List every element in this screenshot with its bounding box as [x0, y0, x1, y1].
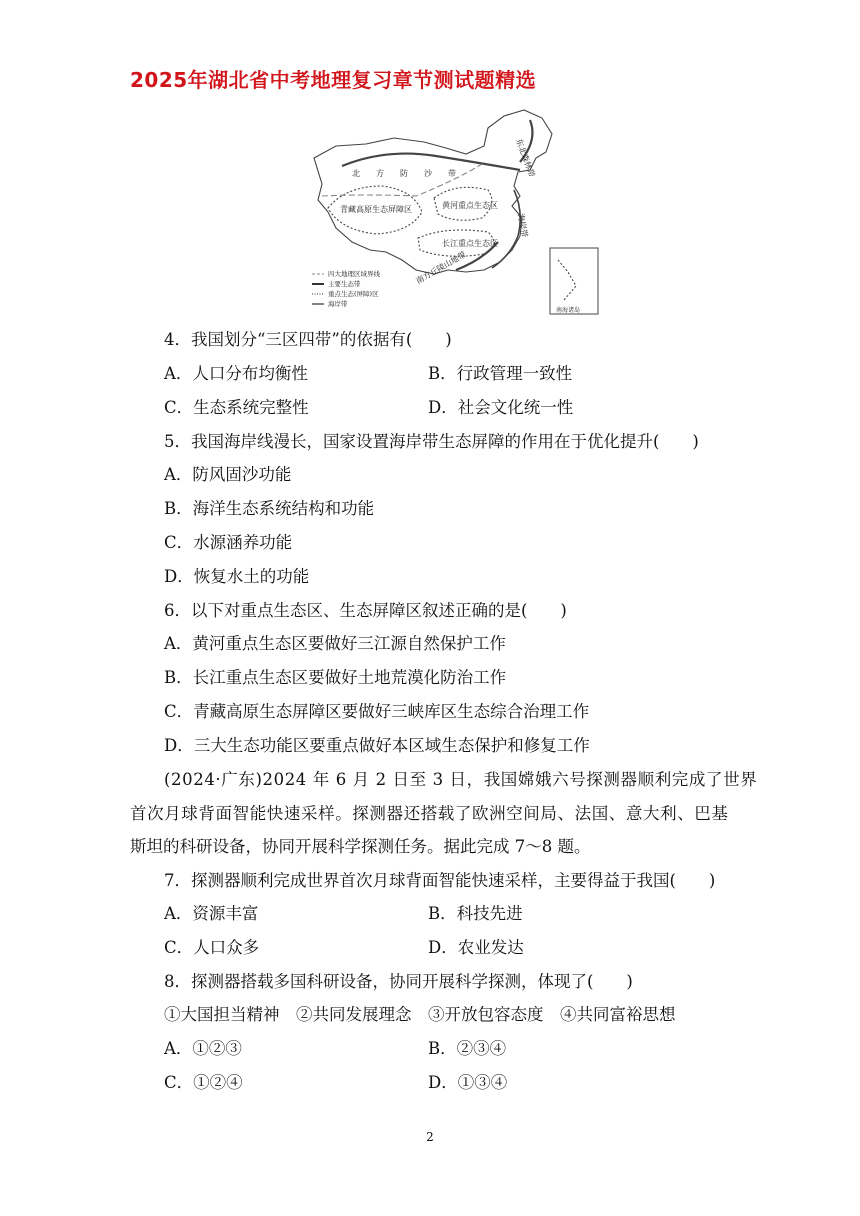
question-7-stem: 7．探测器顺利完成世界首次月球背面智能快速采样，主要得益于我国( )	[164, 871, 716, 890]
passage-line-2: 首次月球背面智能快速采样。探测器还搭载了欧洲空间局、法国、意大利、巴基	[130, 804, 729, 823]
question-6-option-d[interactable]: D．三大生态功能区要重点做好本区域生态保护和修复工作	[164, 736, 590, 755]
china-ecology-map	[306, 100, 602, 320]
page-number: 2	[426, 1130, 434, 1144]
question-5-stem: 5．我国海岸线漫长，国家设置海岸带生态屏障的作用在于优化提升( )	[164, 432, 699, 451]
map-label-haian: 海岸带	[516, 212, 530, 238]
map-label-northeast: 东北森林带	[514, 137, 537, 179]
map-legend	[312, 269, 381, 308]
question-6-stem: 6．以下对重点生态区、生态屏障区叙述正确的是( )	[164, 601, 567, 620]
question-6-option-b[interactable]: B．长江重点生态区要做好土地荒漠化防治工作	[164, 668, 507, 687]
map-label-north: 北 方 防 沙 带	[352, 169, 456, 178]
question-8-option-d[interactable]: D．①③④	[428, 1073, 508, 1092]
question-8-option-b[interactable]: B．②③④	[428, 1039, 507, 1058]
question-4-option-c[interactable]: C．生态系统完整性	[164, 398, 309, 417]
question-5-option-a[interactable]: A．防风固沙功能	[164, 465, 292, 484]
question-5-option-d[interactable]: D．恢复水土的功能	[164, 567, 310, 586]
question-8-stem: 8．探测器搭载多国科研设备，协同开展科学探测，体现了( )	[164, 972, 633, 991]
map-label-changjiang: 长江重点生态区	[442, 239, 498, 248]
question-7-option-a[interactable]: A．资源丰富	[164, 904, 259, 923]
svg-text:重点生态(屏障)区: 重点生态(屏障)区	[328, 290, 379, 298]
question-8-option-a[interactable]: A．①②③	[164, 1039, 242, 1058]
question-4-option-a[interactable]: A．人口分布均衡性	[164, 364, 308, 383]
question-7-option-d[interactable]: D．农业发达	[428, 938, 524, 957]
map-label-nanhai: 南海诸岛	[556, 307, 581, 314]
question-4-option-d[interactable]: D．社会文化统一性	[428, 398, 574, 417]
svg-text:四大地理区域界线: 四大地理区域界线	[328, 270, 380, 278]
china-outline	[314, 110, 552, 274]
passage-line-3: 斯坦的科研设备，协同开展科学探测任务。据此完成 7～8 题。	[130, 837, 591, 856]
svg-text:海岸带: 海岸带	[328, 300, 348, 308]
map-label-huanghe: 黄河重点生态区	[442, 201, 498, 210]
question-8-statements: ①大国担当精神 ②共同发展理念 ③开放包容态度 ④共同富裕思想	[164, 1005, 676, 1024]
nanhai-inset	[550, 248, 598, 314]
passage-line-1: (2024·广东)2024 年 6 月 2 日至 3 日，我国嫦娥六号探测器顺利完成了世界	[164, 770, 758, 789]
question-6-option-a[interactable]: A．黄河重点生态区要做好三江源自然保护工作	[164, 634, 506, 653]
question-5-option-b[interactable]: B．海洋生态系统结构和功能	[164, 499, 375, 518]
map-label-nanfang: 南方丘陵山地带	[414, 249, 468, 286]
question-6-option-c[interactable]: C．青藏高原生态屏障区要做好三峡库区生态综合治理工作	[164, 702, 590, 721]
question-5-option-c[interactable]: C．水源涵养功能	[164, 533, 293, 552]
question-8-option-c[interactable]: C．①②④	[164, 1073, 243, 1092]
question-4-stem: 4．我国划分“三区四带”的依据有( )	[164, 330, 452, 349]
page-title: 2025年湖北省中考地理复习章节测试题精选	[130, 68, 537, 92]
question-7-option-b[interactable]: B．科技先进	[428, 904, 523, 923]
svg-text:主要生态带: 主要生态带	[328, 280, 361, 288]
north-belt-line	[342, 154, 520, 170]
question-7-option-c[interactable]: C．人口众多	[164, 938, 260, 957]
map-label-qingzang: 青藏高原生态屏障区	[340, 205, 412, 214]
question-4-option-b[interactable]: B．行政管理一致性	[428, 364, 573, 383]
